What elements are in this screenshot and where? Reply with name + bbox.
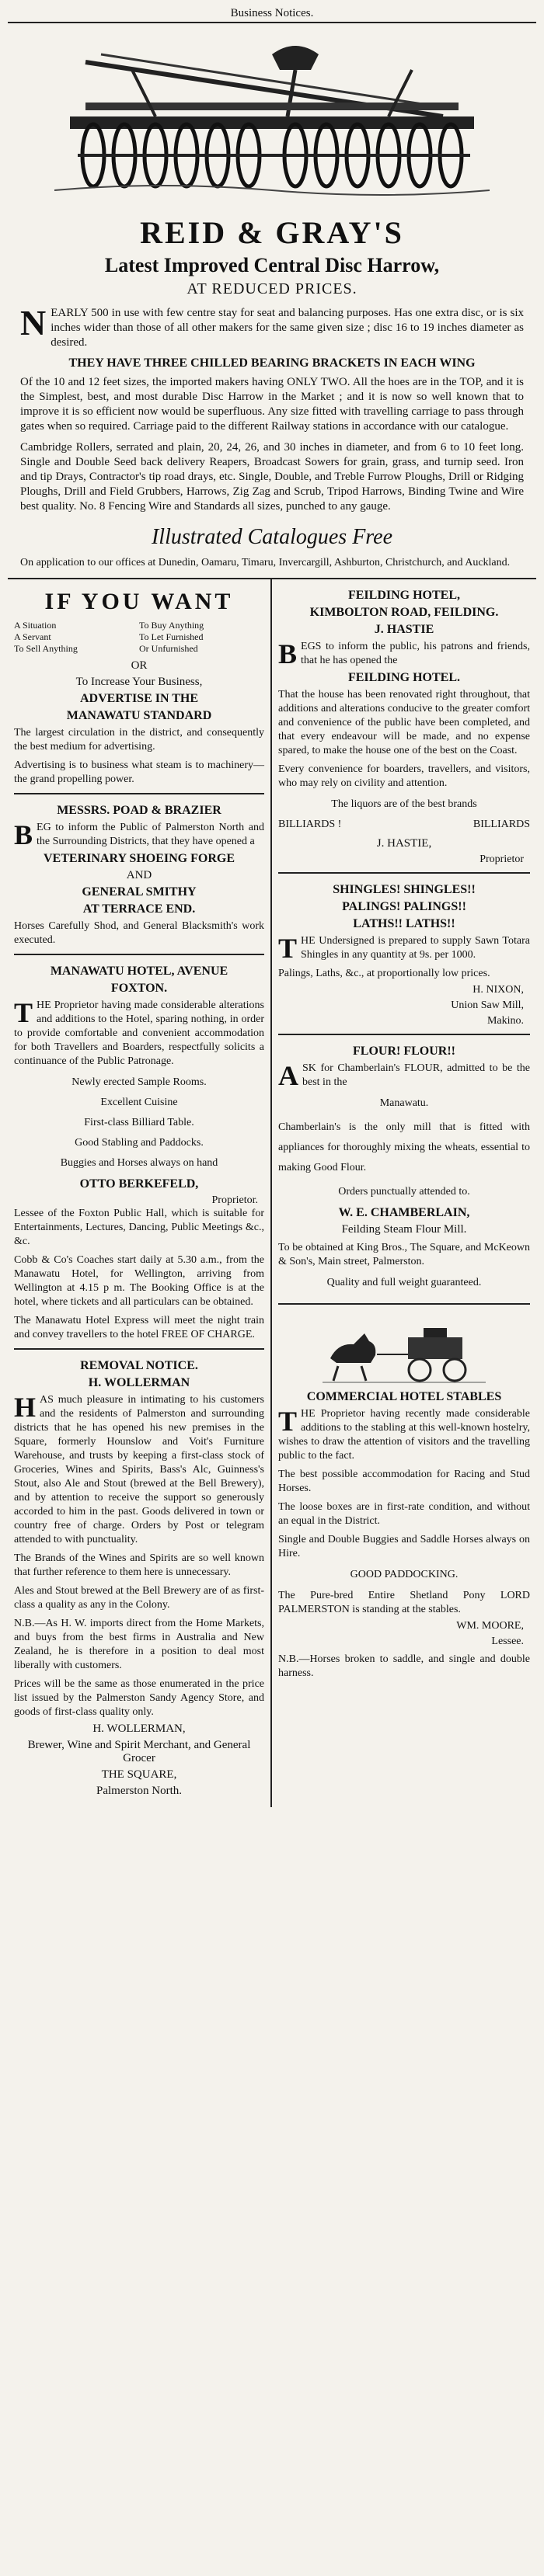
flour-text2: Chamberlain's is the only mill that is fitted with appliances for thoroughly mixing the wheats, essential to making Good Flour. <box>278 1121 530 1173</box>
stables-text5: The Pure-bred Entire Shetland Pony LORD PALMERSTON is standing at the stables. <box>278 1590 530 1615</box>
stables-text3: The loose boxes are in first-rate condition, and without an equal in the District. <box>278 1501 530 1527</box>
bearings-text: Of the 10 and 12 feet sizes, the imported makers having ONLY TWO. All the hoes are in the TOP, and it is the Simplest, best, and most durable Disc Harrow in the Market ; and it is now so well known that to improve it is so efficient now would be superfluous. Any size fitted with travelling carriage to pass through gates when so required. Carriage paid to the different Railway stations in accordance with our catalogue. <box>20 376 524 433</box>
dropcap: T <box>14 997 33 1028</box>
want-item: To Sell Anything <box>14 643 78 654</box>
flour-text: SK for Chamberlain's FLOUR, admitted to be the best in the <box>302 1062 530 1088</box>
stables-heading: COMMERCIAL HOTEL STABLES <box>306 1390 502 1403</box>
manawatu-hotel-advert <box>14 955 264 1350</box>
want-item: To Let Furnished <box>139 631 204 642</box>
wollerman-sig3: THE SQUARE, <box>101 1768 177 1781</box>
disc-harrow-illustration <box>39 31 505 210</box>
want-circulation: The largest circulation in the district, and consequently the best medium for advertising. <box>14 727 264 753</box>
stables-sig2: Lessee. <box>491 1636 524 1647</box>
dropcap: T <box>278 933 298 964</box>
feilding-sig: J. HASTIE, <box>376 837 432 850</box>
section-header: Business Notices. <box>230 7 314 19</box>
manawatu-line: Good Stabling and Paddocks. <box>75 1137 204 1149</box>
poad-advert <box>14 794 264 955</box>
shingles-text2: Palings, Laths, &c., at proportionally low prices. <box>278 968 490 979</box>
shingles-text: HE Undersigned is prepared to supply Sawn Totara Shingles in any quantity at 9s. per 1000. <box>301 935 530 961</box>
manawatu-text4: The Manawatu Hotel Express will meet the night train and convey travellers to the hotel FREE OF CHARGE. <box>14 1315 264 1340</box>
manawatu-town: FOXTON. <box>110 982 168 995</box>
horse-coach-illustration <box>315 1316 493 1385</box>
dropcap: B <box>278 638 298 669</box>
feilding-body <box>278 640 530 668</box>
wollerman-sig4: Palmerston North. <box>96 1785 182 1797</box>
poad-heading: MESSRS. POAD & BRAZIER <box>57 804 221 817</box>
poad-location: AT TERRACE END. <box>82 902 196 916</box>
manawatu-line: First-class Billiard Table. <box>84 1117 194 1128</box>
flour-heading: FLOUR! FLOUR!! <box>353 1045 455 1058</box>
want-quote: Advertising is to business what steam is to machinery—the grand propelling power. <box>14 760 264 785</box>
dropcap: A <box>278 1060 298 1091</box>
reid-gray-intro-text: EARLY 500 in use with few centre stay for seat and balancing purposes. Has one extra disc, or is six inches wider than those of all other makers for the same given size ; disc 16 to 19 inches diameter as desired. <box>51 307 524 349</box>
wollerman-sig: H. WOLLERMAN, <box>92 1723 186 1735</box>
flour-advert <box>278 1035 530 1305</box>
shingles-sig3: Makino. <box>486 1015 524 1027</box>
manawatu-line: Excellent Cuisine <box>100 1097 178 1108</box>
wollerman-text: AS much pleasure in intimating to his customers and the residents of Palmerston and surrounding districts that he has opened his new premises in the Square, formerly Hounslow and Voit's Furniture Warehouse, and trusts by keeping a first-class stock of Groceries, Wines and Spirits, Bass's Alc, Guinness's Stout, also Ale and Stout (brewed at the Bell Brewery), and by attention to receive the support so generously accorded to him in the past. Goods delivered in town or country free of charge. Orders by Post or telegram attended to with punctuality. <box>14 1394 264 1545</box>
stables-text2: The best possible accommodation for Racing and Stud Horses. <box>278 1469 530 1494</box>
feilding-liquors: The liquors are of the best brands <box>331 798 477 810</box>
feilding-heading: FEILDING HOTEL, <box>347 589 461 602</box>
wollerman-advert <box>14 1350 264 1807</box>
dropcap: N <box>20 303 47 342</box>
want-increase: To Increase Your Business, <box>75 676 203 688</box>
stables-sig: WM. MOORE, <box>456 1620 524 1632</box>
flour-sig2: Feilding Steam Flour Mill. <box>341 1223 467 1236</box>
catalogue-text: On application to our offices at Dunedin, Oamaru, Timaru, Invercargill, Ashburton, Christchurch, and Auckland. <box>20 557 511 568</box>
dropcap: B <box>14 819 33 850</box>
flour-orders: Orders punctually attended to. <box>338 1186 470 1198</box>
want-or: OR <box>131 659 148 672</box>
flour-text3: To be obtained at King Bros., The Square, and McKeown & Son's, Main street, Palmerston. <box>278 1242 530 1267</box>
want-item: Or Unfurnished <box>139 643 198 654</box>
billiards-label: BILLIARDS ! <box>278 819 342 830</box>
want-paper: MANAWATU STANDARD <box>66 709 212 722</box>
feilding-text: EGS to inform the public, his patrons and friends, that he has opened the <box>301 641 530 666</box>
wollerman-body <box>14 1393 264 1547</box>
manawatu-line: Newly erected Sample Rooms. <box>71 1076 207 1088</box>
reid-gray-subtitle: AT REDUCED PRICES. <box>187 280 357 297</box>
poad-and: AND <box>126 869 152 881</box>
manawatu-text: HE Proprietor having made considerable alterations and additions to the Hotel, sparing nothing, in order to provide comfortable and convenient accommodation for both Travellers and Boarders, respectfully solicits a continuance of the Public Patronage. <box>14 999 264 1067</box>
goods-text: Cambridge Rollers, serrated and plain, 20, 24, 26, and 30 inches in diameter, and from 6 to 10 feet long. Single and Double Seed back delivery Reapers, Broadcast Sowers for grain, grass, and turnip seed. Iron and tip Drays, Contractor's tip road drays, etc. Single, Double, and Treble Furrow Ploughs, Drill or Ridging Ploughs, Drill and Field Grubbers, Harrows, Zig Zag and Scrub, Tripod Harrows, Binding Twine and Wire best quality. No. 8 Fencing Wire and Standards all sizes, punched to any gauge. <box>20 441 524 513</box>
reid-gray-intro <box>20 303 524 350</box>
feilding-name: J. HASTIE <box>374 623 434 636</box>
billiards-label: BILLIARDS <box>473 819 530 830</box>
shingles-h2: PALINGS! PALINGS!! <box>342 900 466 913</box>
want-item: A Situation <box>14 620 57 631</box>
poad-body <box>14 821 264 849</box>
manawatu-line: Buggies and Horses always on hand <box>60 1157 218 1169</box>
want-item: A Servant <box>14 631 51 642</box>
want-advertise: ADVERTISE IN THE <box>79 692 199 705</box>
flour-body <box>278 1062 530 1090</box>
feilding-sig2: Proprietor <box>479 853 524 865</box>
manawatu-text3: Cobb & Co's Coaches start daily at 5.30 a.m., from the Manawatu Hotel, for Wellington, arriving from Wellington at 4.15 p m. The Booking Office is at the hotel, where tickets and all particulars can be obtained. <box>14 1254 264 1308</box>
reid-gray-brand: REID & GRAY'S <box>140 215 404 250</box>
feilding-billiards <box>278 819 530 831</box>
feilding-hotel: FEILDING HOTEL. <box>347 671 461 684</box>
poad-text: EG to inform the Public of Palmerston North and the Surrounding Districts, that they have opened a <box>37 822 264 847</box>
dropcap: T <box>278 1406 298 1437</box>
flour-sig: W. E. CHAMBERLAIN, <box>338 1206 470 1219</box>
poad-forge: VETERINARY SHOEING FORGE <box>44 852 235 865</box>
flour-district: Manawatu. <box>379 1097 429 1109</box>
stables-advert <box>278 1305 530 1687</box>
shingles-advert <box>278 874 530 1035</box>
stables-nb: N.B.—Horses broken to saddle, and single and double harness. <box>278 1653 530 1679</box>
manawatu-proprietor: OTTO BERKEFELD, <box>79 1177 199 1191</box>
stables-text4: Single and Double Buggies and Saddle Horses always on Hire. <box>278 1534 530 1559</box>
feilding-text2: That the house has been renovated right throughout, that additions and alterations conducive to the greater comfort and convenience of the public have been completed, and that every endeavour will be made, and no expense spared, to make the house one of the best on the Coast. <box>278 689 530 756</box>
wollerman-text5: Prices will be the same as those enumerated in the price list issued by the Palmerston Sandy Agency Store, and goods of first-class quality only. <box>14 1678 264 1718</box>
wollerman-sig2: Brewer, Wine and Spirit Merchant, and General Grocer <box>27 1739 251 1764</box>
left-column <box>8 579 272 1807</box>
shingles-body <box>278 934 530 962</box>
poad-smithy: GENERAL SMITHY <box>82 885 197 899</box>
wollerman-name: H. WOLLERMAN <box>88 1376 190 1389</box>
shingles-h3: LATHS!! LATHS!! <box>353 917 455 930</box>
want-item: To Buy Anything <box>139 620 204 631</box>
want-headline: IF YOU WANT <box>44 589 234 614</box>
stables-paddock: GOOD PADDOCKING. <box>350 1569 459 1580</box>
manawatu-text2: Lessee of the Foxton Public Hall, which is suitable for Entertainments, Lectures, Dancing, Public Meetings &c., &c. <box>14 1208 264 1247</box>
manawatu-heading: MANAWATU HOTEL, AVENUE <box>50 965 228 978</box>
stables-text: HE Proprietor having recently made considerable additions to the stabling at this well-known hostelry, wishes to draw the attention of visitors and the travelling public to the fact. <box>278 1408 530 1462</box>
reid-gray-title: Latest Improved Central Disc Harrow, <box>104 254 440 276</box>
wollerman-heading: REMOVAL NOTICE. <box>80 1359 198 1372</box>
two-column-notices <box>8 578 536 1807</box>
feilding-road: KIMBOLTON ROAD, FEILDING. <box>309 606 499 619</box>
stables-body <box>278 1407 530 1463</box>
wollerman-text4: N.B.—As H. W. imports direct from the Home Markets, and buys from the best firms in Australia and New Zealand, he is therefore in a position to deal most liberally with customers. <box>14 1618 264 1671</box>
wollerman-text2: The Brands of the Wines and Spirits are so well known that further reference to them here is unnecessary. <box>14 1552 264 1578</box>
right-column <box>272 579 536 1807</box>
shingles-sig2: Union Saw Mill, <box>451 999 524 1011</box>
standard-advert <box>14 579 264 794</box>
feilding-text3: Every convenience for boarders, travellers, and visitors, who may rely on civility and attention. <box>278 763 530 789</box>
shingles-h1: SHINGLES! SHINGLES!! <box>333 883 476 896</box>
poad-footer: Horses Carefully Shod, and General Blacksmith's work executed. <box>14 920 264 946</box>
reid-gray-advert <box>8 23 536 578</box>
bearings-heading: THEY HAVE THREE CHILLED BEARING BRACKETS IN EACH WING <box>68 356 476 370</box>
wollerman-text3: Ales and Stout brewed at the Bell Brewery are of as first-class a quality as any in the Colony. <box>14 1585 264 1611</box>
flour-quality: Quality and full weight guaranteed. <box>326 1277 482 1288</box>
manawatu-proprietor-title: Proprietor. <box>211 1194 258 1206</box>
feilding-advert <box>278 579 530 874</box>
dropcap: H <box>14 1392 37 1423</box>
shingles-sig: H. NIXON, <box>473 984 524 996</box>
manawatu-body <box>14 999 264 1069</box>
want-grid <box>14 620 264 655</box>
catalogue-heading: Illustrated Catalogues Free <box>151 525 393 549</box>
